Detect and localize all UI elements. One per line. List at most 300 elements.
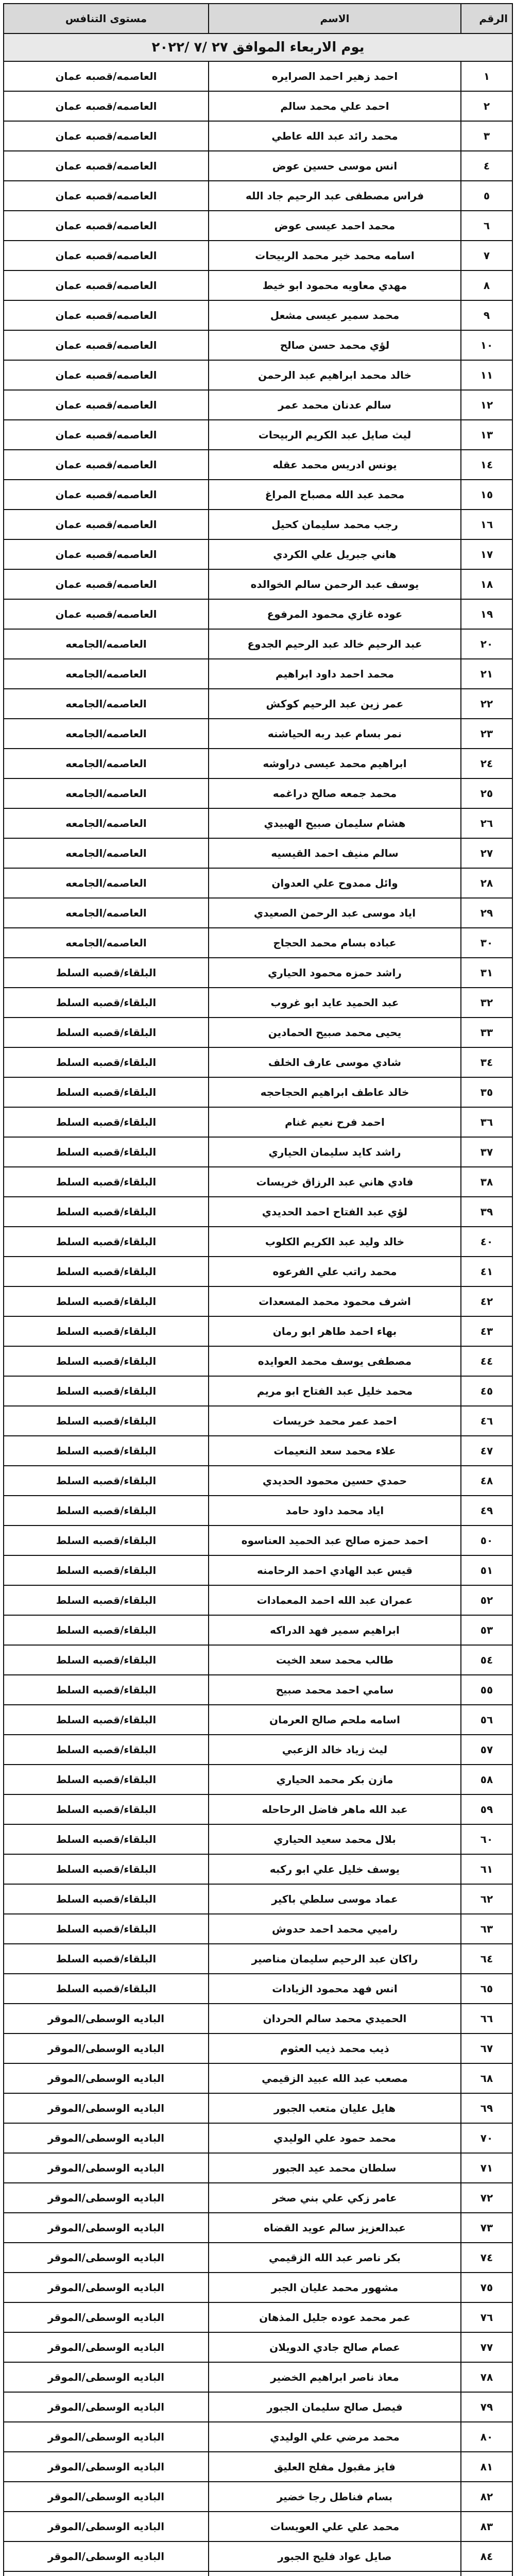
table-row (4, 988, 512, 1018)
row-number: ٢٧ (461, 838, 512, 868)
row-name: راميي محمد احمد حدوش (209, 1914, 461, 1944)
row-number: ٣ (461, 121, 512, 151)
row-level: البلقاء/قصبه السلط (4, 1794, 209, 1824)
row-number: ٣٤ (461, 1047, 512, 1077)
table-row (4, 2332, 512, 2362)
row-level: الباديه الوسطى/الموقر (4, 2452, 209, 2482)
table-row (4, 181, 512, 211)
row-level: العاصمه/قصبه عمان (4, 510, 209, 539)
row-number: ١ (461, 61, 512, 91)
row-level (4, 2571, 209, 2576)
table-row (4, 2482, 512, 2512)
row-name: وائل ممدوح علي العدوان (209, 868, 461, 898)
row-number: ٣٣ (461, 1018, 512, 1047)
table-row (4, 1018, 512, 1047)
row-number: ٣١ (461, 958, 512, 988)
table-row (4, 121, 512, 151)
table-row (4, 1466, 512, 1496)
row-level: العاصمه/الجامعه (4, 719, 209, 749)
row-name: سلطان محمد عيد الجبور (209, 2153, 461, 2183)
row-number: ٢٥ (461, 778, 512, 808)
row-level: الباديه الوسطى/الموقر (4, 2123, 209, 2153)
row-level: الباديه الوسطى/الموقر (4, 2392, 209, 2422)
table-row (4, 1286, 512, 1316)
row-level: البلقاء/قصبه السلط (4, 988, 209, 1018)
table-row (4, 1406, 512, 1436)
row-number: ٧٢ (461, 2183, 512, 2213)
row-level: العاصمه/قصبه عمان (4, 211, 209, 241)
table-row (4, 450, 512, 480)
row-name: عبد الله ماهر فاضل الرحاحله (209, 1794, 461, 1824)
row-name: هايل عليان متعب الجبور (209, 2093, 461, 2123)
row-name: ليث زياد خالد الزعبي (209, 1735, 461, 1765)
row-name: مازن بكر محمد الحياري (209, 1765, 461, 1794)
table-row (4, 1167, 512, 1197)
row-name: راشد حمزه محمود الحياري (209, 958, 461, 988)
row-level: العاصمه/قصبه عمان (4, 450, 209, 480)
row-level: العاصمه/قصبه عمان (4, 539, 209, 569)
row-name: راكان عبد الرحيم سليمان مناصير (209, 1944, 461, 1974)
table-row (4, 2452, 512, 2482)
table-row (4, 569, 512, 599)
row-name: ابراهيم محمد عيسى دراوشه (209, 749, 461, 778)
row-name: محمد جمعه صالح دراغمه (209, 778, 461, 808)
row-number: ٢٠ (461, 629, 512, 659)
row-level: العاصمه/قصبه عمان (4, 121, 209, 151)
row-number: ٣٨ (461, 1167, 512, 1197)
row-level: البلقاء/قصبه السلط (4, 1944, 209, 1974)
table-row (4, 330, 512, 360)
row-level: البلقاء/قصبه السلط (4, 1555, 209, 1585)
row-level: العاصمه/الجامعه (4, 778, 209, 808)
row-name: الحميدي محمد سالم الحردان (209, 2004, 461, 2033)
row-level: العاصمه/الجامعه (4, 749, 209, 778)
table-row (4, 1854, 512, 1884)
row-name: احمد زهير احمد الصرايره (209, 61, 461, 91)
row-name: انس فهد محمود الزيادات (209, 1974, 461, 2004)
table-row (4, 2571, 512, 2576)
row-level: العاصمه/الجامعه (4, 659, 209, 689)
table-row (4, 2273, 512, 2302)
row-number: ٤٦ (461, 1406, 512, 1436)
row-number: ١١ (461, 360, 512, 390)
row-name: اياد موسى عبد الرحمن الصعيدي (209, 898, 461, 928)
row-number: ٥٠ (461, 1526, 512, 1555)
row-number: ٤ (461, 151, 512, 181)
row-number: ١٣ (461, 420, 512, 450)
row-level: الباديه الوسطى/الموقر (4, 2004, 209, 2033)
row-number: ٢٤ (461, 749, 512, 778)
row-number: ٤٩ (461, 1496, 512, 1526)
row-number: ٦ (461, 211, 512, 241)
row-number: ٥١ (461, 1555, 512, 1585)
row-level: العاصمه/قصبه عمان (4, 91, 209, 121)
row-name: محمد عبد الله مصباح المراغ (209, 480, 461, 510)
row-number: ٧٠ (461, 2123, 512, 2153)
table-row (4, 241, 512, 270)
row-level: البلقاء/قصبه السلط (4, 1645, 209, 1675)
row-number: ٥ (461, 181, 512, 211)
row-number: ٨٢ (461, 2482, 512, 2512)
table-row (4, 1107, 512, 1137)
table-row (4, 1735, 512, 1765)
table-row (4, 1047, 512, 1077)
row-number: ٦٩ (461, 2093, 512, 2123)
row-level: الباديه الوسطى/الموقر (4, 2332, 209, 2362)
row-level: البلقاء/قصبه السلط (4, 1018, 209, 1047)
row-number (461, 2571, 512, 2576)
header-number: الرقم (461, 4, 512, 33)
table-row (4, 1615, 512, 1645)
roster-table (3, 3, 513, 2576)
table-row (4, 808, 512, 838)
row-number: ٧١ (461, 2153, 512, 2183)
table-row (4, 1944, 512, 1974)
row-level: البلقاء/قصبه السلط (4, 1675, 209, 1705)
row-number: ٢٨ (461, 868, 512, 898)
row-number: ١٠ (461, 330, 512, 360)
table-row (4, 1496, 512, 1526)
row-name: احمد علي محمد سالم (209, 91, 461, 121)
row-name: محمد سمير عيسى مشعل (209, 300, 461, 330)
row-name: ذيب محمد ذيب العثوم (209, 2033, 461, 2063)
row-number: ٦٢ (461, 1884, 512, 1914)
row-name: محمد حمود علي الوليدي (209, 2123, 461, 2153)
row-name: عباده بسام محمد الحجاج (209, 928, 461, 958)
row-level: العاصمه/قصبه عمان (4, 300, 209, 330)
table-row (4, 1316, 512, 1346)
table-row (4, 2512, 512, 2541)
row-name: عمران عبد الله احمد المعمادات (209, 1585, 461, 1615)
row-number: ٥٥ (461, 1675, 512, 1705)
row-name: اياد محمد داود حامد (209, 1496, 461, 1526)
row-level: البلقاء/قصبه السلط (4, 1585, 209, 1615)
row-number: ٤٧ (461, 1436, 512, 1466)
row-level: العاصمه/الجامعه (4, 629, 209, 659)
row-name: معاذ ناصر ابراهيم الخضير (209, 2362, 461, 2392)
row-name: محمد خليل عبد الفتاح ابو مريم (209, 1376, 461, 1406)
table-row (4, 749, 512, 778)
row-name: ابراهيم سمير فهد الدراكه (209, 1615, 461, 1645)
row-level: العاصمه/الجامعه (4, 689, 209, 719)
table-row (4, 270, 512, 300)
row-number: ٢٦ (461, 808, 512, 838)
row-level: العاصمه/قصبه عمان (4, 569, 209, 599)
table-row (4, 1137, 512, 1167)
row-level: البلقاء/قصبه السلط (4, 1884, 209, 1914)
table-row (4, 2004, 512, 2033)
row-number: ٧٨ (461, 2362, 512, 2392)
table-row (4, 2392, 512, 2422)
row-level: العاصمه/الجامعه (4, 928, 209, 958)
row-level: الباديه الوسطى/الموقر (4, 2183, 209, 2213)
row-number: ٨١ (461, 2452, 512, 2482)
table-row (4, 1077, 512, 1107)
row-level: البلقاء/قصبه السلط (4, 1974, 209, 2004)
row-level: العاصمه/قصبه عمان (4, 420, 209, 450)
table-row (4, 778, 512, 808)
row-name: محمد رائد عبد الله عاطي (209, 121, 461, 151)
row-name: اسامه ملحم صالح العرمان (209, 1705, 461, 1735)
table-row (4, 2243, 512, 2273)
table-row (4, 1884, 512, 1914)
header-row (4, 4, 512, 33)
row-name: مصعب عبد الله عبيد الزقيمي (209, 2063, 461, 2093)
row-level: البلقاء/قصبه السلط (4, 1436, 209, 1466)
row-name: عماد موسى سلطي باكير (209, 1884, 461, 1914)
table-row (4, 151, 512, 181)
row-level: الباديه الوسطى/الموقر (4, 2422, 209, 2452)
row-name: احمد حمزه صالح عبد الحميد العناسوه (209, 1526, 461, 1555)
table-row (4, 1257, 512, 1286)
row-name: لؤي محمد حسن صالح (209, 330, 461, 360)
row-level: البلقاء/قصبه السلط (4, 1137, 209, 1167)
table-row (4, 1555, 512, 1585)
row-number: ٦٦ (461, 2004, 512, 2033)
table-row (4, 420, 512, 450)
table-row (4, 1585, 512, 1615)
row-name: راشد كايد سليمان الحياري (209, 1137, 461, 1167)
row-number: ٢١ (461, 659, 512, 689)
row-number: ٧٣ (461, 2213, 512, 2243)
row-name: عامر زكي علي بني صخر (209, 2183, 461, 2213)
row-level: البلقاء/قصبه السلط (4, 1615, 209, 1645)
row-name: يونس ادريس محمد عقله (209, 450, 461, 480)
row-number: ٧٩ (461, 2392, 512, 2422)
row-number: ٣٠ (461, 928, 512, 958)
row-number: ٥٧ (461, 1735, 512, 1765)
row-number: ١٩ (461, 599, 512, 629)
header-level: مستوى التنافس (4, 4, 209, 33)
row-number: ٣٥ (461, 1077, 512, 1107)
table-row (4, 958, 512, 988)
roster-body (4, 33, 512, 2576)
row-number: ٦٣ (461, 1914, 512, 1944)
table-row (4, 2362, 512, 2392)
row-number: ١٢ (461, 390, 512, 420)
row-name: انس موسى حسين عوض (209, 151, 461, 181)
table-row (4, 659, 512, 689)
row-number: ٣٦ (461, 1107, 512, 1137)
row-number: ٨ (461, 270, 512, 300)
row-name: محمد احمد عيسى عوض (209, 211, 461, 241)
row-level: البلقاء/قصبه السلط (4, 1227, 209, 1257)
table-row (4, 629, 512, 659)
row-name: بسام فناطل رجا خضير (209, 2482, 461, 2512)
table-row (4, 2123, 512, 2153)
row-number: ٧٥ (461, 2273, 512, 2302)
row-level: الباديه الوسطى/الموقر (4, 2093, 209, 2123)
row-name: خالد محمد ابراهيم عبد الرحمن (209, 360, 461, 390)
row-level: البلقاء/قصبه السلط (4, 1406, 209, 1436)
table-row (4, 868, 512, 898)
row-name: صايل عواد فليح الجبور (209, 2541, 461, 2571)
table-row (4, 1346, 512, 1376)
row-level: الباديه الوسطى/الموقر (4, 2541, 209, 2571)
row-number: ١٥ (461, 480, 512, 510)
date-banner: يوم الاربعاء الموافق ٢٧ /٧ /٢٠٢٢ (4, 33, 512, 61)
table-row (4, 1436, 512, 1466)
row-number: ٦٧ (461, 2033, 512, 2063)
row-name: سالم عدنان محمد عمر (209, 390, 461, 420)
table-row (4, 1675, 512, 1705)
table-row (4, 1376, 512, 1406)
row-number: ٦٠ (461, 1824, 512, 1854)
table-row (4, 61, 512, 91)
row-name: شادي موسى عارف الخلف (209, 1047, 461, 1077)
row-level: العاصمه/قصبه عمان (4, 270, 209, 300)
table-row (4, 2153, 512, 2183)
row-level: العاصمه/قصبه عمان (4, 151, 209, 181)
row-name: عوده غازي محمود المرفوع (209, 599, 461, 629)
table-row (4, 1794, 512, 1824)
row-level: العاصمه/قصبه عمان (4, 390, 209, 420)
row-level: الباديه الوسطى/الموقر (4, 2273, 209, 2302)
row-level: العاصمه/الجامعه (4, 898, 209, 928)
row-number: ٤١ (461, 1257, 512, 1286)
row-name: ليث صايل عبد الكريم الربيحات (209, 420, 461, 450)
row-level: العاصمه/قصبه عمان (4, 330, 209, 360)
table-row (4, 689, 512, 719)
row-name: مصطفى يوسف محمد العوايده (209, 1346, 461, 1376)
row-number: ٣٧ (461, 1137, 512, 1167)
row-name: رجب محمد سليمان كحيل (209, 510, 461, 539)
table-row (4, 1645, 512, 1675)
row-level: البلقاء/قصبه السلط (4, 1107, 209, 1137)
row-name: لؤي عبد الفتاح احمد الحديدي (209, 1197, 461, 1227)
table-row (4, 2063, 512, 2093)
row-number: ١٧ (461, 539, 512, 569)
row-name: مشهور محمد عليان الجبر (209, 2273, 461, 2302)
row-level: البلقاء/قصبه السلط (4, 1197, 209, 1227)
row-name: فراس مصطفى عبد الرحيم جاد الله (209, 181, 461, 211)
table-row (4, 2302, 512, 2332)
row-name: قيس عبد الهادي احمد الرحامنه (209, 1555, 461, 1585)
table-row (4, 1197, 512, 1227)
table-row (4, 1705, 512, 1735)
row-name: فايز مقبول مفلح العليق (209, 2452, 461, 2482)
row-number: ٦١ (461, 1854, 512, 1884)
row-number: ٢٩ (461, 898, 512, 928)
row-number: ٨٠ (461, 2422, 512, 2452)
row-number: ١٦ (461, 510, 512, 539)
table-row (4, 1526, 512, 1555)
row-name: محمد علي علي العويسات (209, 2512, 461, 2541)
row-level: الباديه الوسطى/الموقر (4, 2512, 209, 2541)
row-level: البلقاء/قصبه السلط (4, 1346, 209, 1376)
row-level: البلقاء/قصبه السلط (4, 1466, 209, 1496)
row-level: البلقاء/قصبه السلط (4, 1735, 209, 1765)
row-number: ٣٩ (461, 1197, 512, 1227)
table-row (4, 211, 512, 241)
row-level: البلقاء/قصبه السلط (4, 1257, 209, 1286)
table-row (4, 838, 512, 868)
row-name: عصام صالح جادي الدويلان (209, 2332, 461, 2362)
row-level: الباديه الوسطى/الموقر (4, 2063, 209, 2093)
row-number: ٢٣ (461, 719, 512, 749)
row-level: البلقاء/قصبه السلط (4, 1077, 209, 1107)
row-name (209, 2571, 461, 2576)
row-name: فيصل صالح سليمان الجبور (209, 2392, 461, 2422)
row-number: ٤٥ (461, 1376, 512, 1406)
row-level: البلقاء/قصبه السلط (4, 1705, 209, 1735)
row-level: العاصمه/قصبه عمان (4, 241, 209, 270)
row-name: عبد الرحيم خالد عبد الرحيم الجدوع (209, 629, 461, 659)
row-name: حمدي حسين محمود الحديدي (209, 1466, 461, 1496)
row-name: بلال محمد سعيد الحياري (209, 1824, 461, 1854)
row-number: ٤٨ (461, 1466, 512, 1496)
table-row (4, 480, 512, 510)
row-number: ٥٩ (461, 1794, 512, 1824)
row-number: ٧٤ (461, 2243, 512, 2273)
row-level: الباديه الوسطى/الموقر (4, 2153, 209, 2183)
row-name: محمد راتب علي الفرعوه (209, 1257, 461, 1286)
row-number: ٥٤ (461, 1645, 512, 1675)
row-number: ٤٣ (461, 1316, 512, 1346)
table-row (4, 2422, 512, 2452)
table-row (4, 1824, 512, 1854)
row-level: الباديه الوسطى/الموقر (4, 2362, 209, 2392)
table-row (4, 2541, 512, 2571)
row-number: ٣٢ (461, 988, 512, 1018)
row-name: محمد احمد داود ابراهيم (209, 659, 461, 689)
row-name: سالم منيف احمد القيسيه (209, 838, 461, 868)
table-row (4, 1974, 512, 2004)
row-name: طالب محمد سعد الخيت (209, 1645, 461, 1675)
row-number: ٦٤ (461, 1944, 512, 1974)
row-number: ٦٨ (461, 2063, 512, 2093)
row-name: محمد مرضي علي الوليدي (209, 2422, 461, 2452)
row-name: عمر محمد عوده جليل المذهان (209, 2302, 461, 2332)
row-name: هاني جبريل علي الكردي (209, 539, 461, 569)
row-name: خالد وليد عبد الكريم الكلوب (209, 1227, 461, 1257)
row-number: ٤٢ (461, 1286, 512, 1316)
row-name: خالد عاطف ابراهيم الحجاحجه (209, 1077, 461, 1107)
row-name: بكر ناصر عبد الله الزقيمي (209, 2243, 461, 2273)
table-row (4, 539, 512, 569)
table-row (4, 2093, 512, 2123)
row-level: البلقاء/قصبه السلط (4, 1526, 209, 1555)
row-number: ٤٤ (461, 1346, 512, 1376)
table-row (4, 91, 512, 121)
row-number: ٢٢ (461, 689, 512, 719)
row-level: البلقاء/قصبه السلط (4, 1765, 209, 1794)
row-level: البلقاء/قصبه السلط (4, 1854, 209, 1884)
row-level: العاصمه/قصبه عمان (4, 599, 209, 629)
row-number: ٧٦ (461, 2302, 512, 2332)
row-level: البلقاء/قصبه السلط (4, 1316, 209, 1346)
row-level: العاصمه/الجامعه (4, 808, 209, 838)
row-level: البلقاء/قصبه السلط (4, 1286, 209, 1316)
table-row (4, 1914, 512, 1944)
row-level: البلقاء/قصبه السلط (4, 1167, 209, 1197)
row-name: يوسف خليل علي ابو ركبه (209, 1854, 461, 1884)
row-level: البلقاء/قصبه السلط (4, 958, 209, 988)
row-name: نمر بسام عبد ربه الحياشنه (209, 719, 461, 749)
row-level: البلقاء/قصبه السلط (4, 1376, 209, 1406)
row-name: يوسف عبد الرحمن سالم الخوالده (209, 569, 461, 599)
row-name: احمد فرح نعيم غنام (209, 1107, 461, 1137)
row-number: ٥٣ (461, 1615, 512, 1645)
table-row (4, 599, 512, 629)
row-number: ٩ (461, 300, 512, 330)
row-number: ٢ (461, 91, 512, 121)
row-name: سامي احمد محمد صبيح (209, 1675, 461, 1705)
row-number: ٥٢ (461, 1585, 512, 1615)
row-number: ٤٠ (461, 1227, 512, 1257)
row-name: بهاء احمد طاهر ابو رمان (209, 1316, 461, 1346)
table-row (4, 300, 512, 330)
